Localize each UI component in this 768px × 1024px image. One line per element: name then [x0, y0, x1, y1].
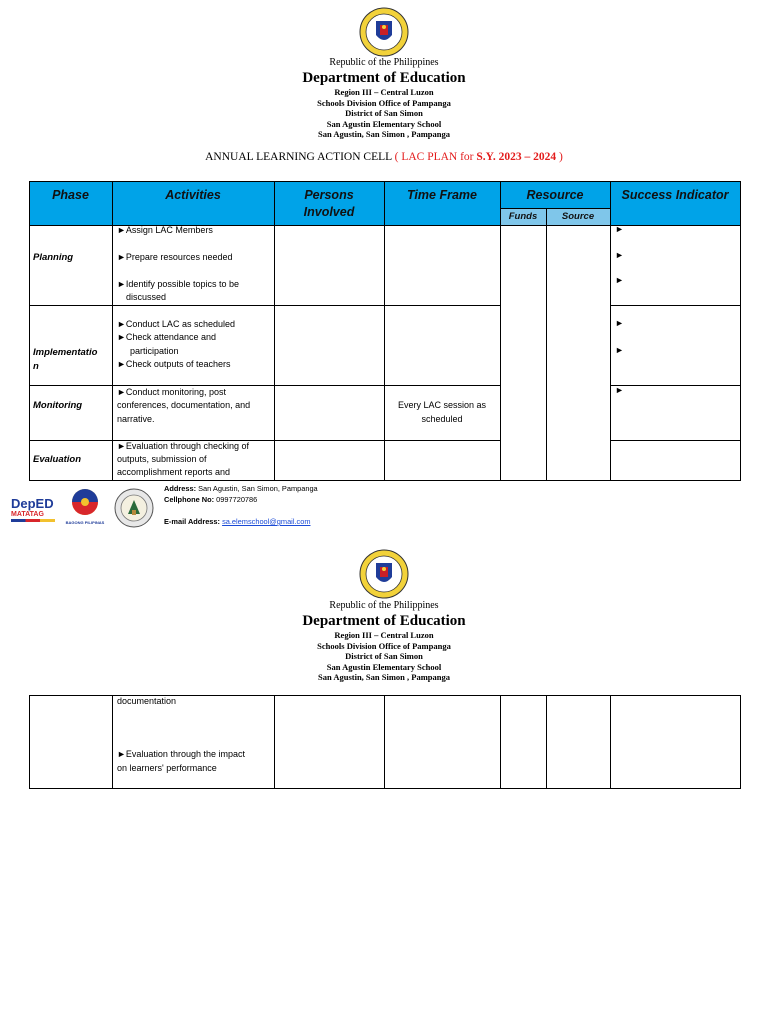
activity-item: narrative.: [117, 414, 155, 424]
deped-seal-icon: [359, 549, 409, 599]
district-text: District of San Simon: [345, 108, 423, 119]
activity-item: accomplishment reports and: [117, 467, 231, 477]
activity-item: ►Check attendance and: [117, 332, 216, 342]
phase-implementation-line1: Implementatio: [33, 347, 98, 358]
deped-matatag-logo: [11, 497, 57, 527]
header-time-frame: Time Frame: [407, 188, 477, 202]
deped-logo-text: DepED: [11, 496, 54, 511]
deped-seal-icon: [359, 7, 409, 57]
phase-implementation: [33, 346, 97, 374]
school-logo-icon: [114, 488, 154, 528]
phase-planning: Planning: [33, 252, 74, 263]
address-label: Address:: [164, 484, 197, 493]
letterhead: [0, 600, 768, 683]
activity-item: ►Conduct LAC as scheduled: [117, 319, 235, 329]
activity-item: ►Conduct monitoring, post: [117, 387, 226, 397]
email-link[interactable]: sa.elemschool@gmail.com: [222, 517, 311, 526]
time-frame-line2: scheduled: [421, 414, 463, 424]
email-line: [164, 517, 310, 526]
phone-line: [164, 495, 257, 504]
division-text: Schools Division Office of Pampanga: [317, 640, 451, 651]
header-success: Success Indicator: [621, 188, 729, 202]
activity-item: ►Check outputs of teachers: [117, 359, 231, 369]
location-text: San Agustin, San Simon , Pampanga: [317, 129, 451, 140]
division-text: Schools Division Office of Pampanga: [317, 97, 451, 108]
phase-monitoring: Monitoring: [33, 400, 83, 411]
header-activities: Activities: [165, 188, 221, 202]
activity-item: ►Prepare resources needed: [117, 252, 233, 262]
region-text: Region III – Central Luzon: [334, 630, 434, 640]
matatag-logo-text: MATATAG: [11, 511, 44, 518]
phone-label: Cellphone No:: [164, 495, 215, 504]
indicator-bullet: ►: [615, 224, 624, 234]
activity-item: on learners' performance: [117, 763, 217, 773]
header-source: Source: [561, 211, 595, 222]
school-text: San Agustin Elementary School: [326, 118, 442, 129]
department-title: Department of Education: [302, 613, 466, 629]
indicator-bullet: ►: [615, 250, 624, 260]
header-funds: Funds: [508, 211, 538, 222]
email-label: E-mail Address:: [164, 517, 220, 526]
bagong-pilipinas-text: BAGONG PILIPINAS: [65, 520, 105, 525]
letterhead: [0, 57, 768, 140]
department-title: Department of Education: [302, 70, 466, 86]
activity-item: conferences, documentation, and: [117, 400, 251, 410]
title-sy: S.Y. 2023 – 2024: [476, 151, 557, 163]
title-prefix: ANNUAL LEARNING ACTION CELL: [205, 151, 392, 163]
header-resource: Resource: [526, 188, 584, 202]
activity-item: ►Evaluation through checking of: [117, 441, 249, 451]
phase-implementation-line2: n: [33, 361, 39, 372]
address-line: [164, 484, 318, 493]
activity-item: documentation: [117, 696, 177, 706]
activity-item: outputs, submission of: [117, 454, 207, 464]
indicator-bullet: ►: [615, 385, 624, 395]
title-close: ): [556, 151, 563, 163]
school-text: San Agustin Elementary School: [326, 661, 442, 672]
address-value: San Agustin, San Simon, Pampanga: [198, 484, 318, 493]
header-persons: Persons Involved: [303, 188, 355, 219]
activity-item: discussed: [126, 292, 167, 302]
activity-item: participation: [130, 346, 179, 356]
republic-text: Republic of the Philippines: [329, 600, 439, 611]
region-text: Region III – Central Luzon: [334, 87, 434, 97]
document-title: [0, 151, 768, 163]
bagong-pilipinas-logo-icon: [63, 488, 107, 522]
activity-item: ►Identify possible topics to be: [117, 279, 239, 289]
indicator-bullet: ►: [615, 345, 624, 355]
activity-item: ►Evaluation through the impact: [117, 749, 245, 759]
activity-item: ►Assign LAC Members: [117, 225, 213, 235]
time-frame-line1: Every LAC session as: [397, 400, 487, 410]
indicator-bullet: ►: [615, 318, 624, 328]
phone-value: 0997720786: [216, 495, 258, 504]
location-text: San Agustin, San Simon , Pampanga: [317, 672, 451, 683]
indicator-bullet: ►: [615, 275, 624, 285]
district-text: District of San Simon: [345, 651, 423, 662]
header-phase: Phase: [52, 188, 89, 202]
title-open: ( LAC PLAN for: [391, 151, 477, 163]
republic-text: Republic of the Philippines: [329, 57, 439, 68]
phase-evaluation: Evaluation: [33, 454, 82, 465]
